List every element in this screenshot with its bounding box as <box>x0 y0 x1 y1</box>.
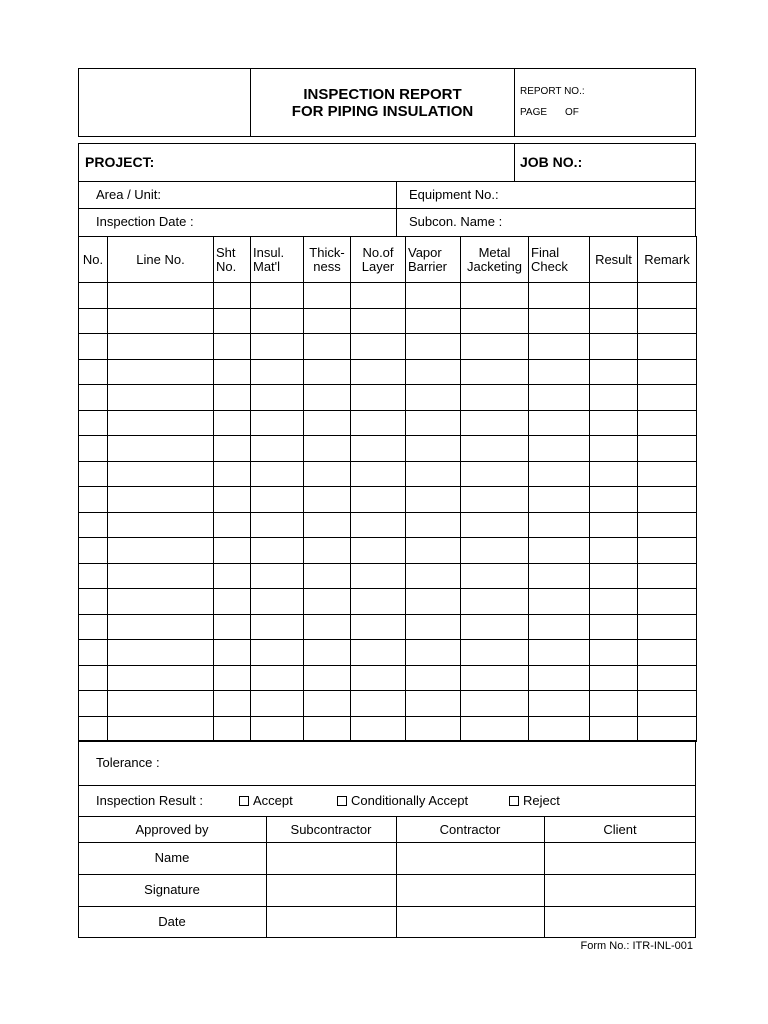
table-cell[interactable] <box>529 436 590 462</box>
table-cell[interactable] <box>406 436 461 462</box>
column-header <box>79 237 108 283</box>
table-row <box>79 461 697 487</box>
table-cell[interactable] <box>638 487 697 513</box>
table-cell[interactable] <box>529 563 590 589</box>
info-divider-2 <box>78 208 696 209</box>
column-header-line1: Thick- <box>309 244 345 260</box>
table-cell[interactable] <box>461 614 529 640</box>
table-cell[interactable] <box>638 385 697 411</box>
table-cell[interactable] <box>304 436 351 462</box>
table-cell[interactable] <box>304 614 351 640</box>
table-cell[interactable] <box>214 334 251 360</box>
table-cell[interactable] <box>461 410 529 436</box>
table-cell[interactable] <box>79 385 108 411</box>
column-header <box>406 237 461 283</box>
table-cell[interactable] <box>108 385 214 411</box>
table-cell[interactable] <box>351 461 406 487</box>
table-cell[interactable] <box>406 410 461 436</box>
contractor-header: Contractor <box>439 822 501 837</box>
table-cell[interactable] <box>251 640 304 666</box>
signature-row-label: Signature <box>144 882 200 897</box>
table-cell[interactable] <box>406 334 461 360</box>
table-cell[interactable] <box>214 436 251 462</box>
table-cell[interactable] <box>351 308 406 334</box>
table-cell[interactable] <box>529 283 590 309</box>
table-cell[interactable] <box>590 512 638 538</box>
table-cell[interactable] <box>406 614 461 640</box>
table-cell[interactable] <box>304 512 351 538</box>
inspection-table <box>78 236 697 742</box>
table-cell[interactable] <box>590 614 638 640</box>
reject-option[interactable] <box>509 794 560 808</box>
table-row <box>79 589 697 615</box>
table-cell[interactable] <box>214 359 251 385</box>
table-cell[interactable] <box>638 359 697 385</box>
report-title-line1: INSPECTION REPORT <box>303 86 462 103</box>
of-label: OF <box>565 107 579 118</box>
column-header-line2: Check <box>531 258 568 274</box>
table-cell[interactable] <box>79 461 108 487</box>
table-cell[interactable] <box>304 334 351 360</box>
table-cell[interactable] <box>79 436 108 462</box>
table-cell[interactable] <box>638 461 697 487</box>
table-cell[interactable] <box>108 691 214 717</box>
table-cell[interactable] <box>108 410 214 436</box>
table-cell[interactable] <box>214 614 251 640</box>
table-cell[interactable] <box>214 716 251 742</box>
table-cell[interactable] <box>351 385 406 411</box>
column-header-line2: ness <box>313 258 341 274</box>
table-cell[interactable] <box>304 487 351 513</box>
table-cell[interactable] <box>461 385 529 411</box>
table-cell[interactable] <box>251 538 304 564</box>
table-row <box>79 614 697 640</box>
inspection-date-label: Inspection Date : <box>96 214 194 229</box>
table-cell[interactable] <box>108 538 214 564</box>
table-cell[interactable] <box>638 691 697 717</box>
table-cell[interactable] <box>529 461 590 487</box>
table-cell[interactable] <box>108 640 214 666</box>
table-cell[interactable] <box>351 538 406 564</box>
table-cell[interactable] <box>406 283 461 309</box>
table-row <box>79 308 697 334</box>
table-cell[interactable] <box>406 512 461 538</box>
table-cell[interactable] <box>304 640 351 666</box>
project-divider <box>514 143 515 181</box>
table-cell[interactable] <box>638 563 697 589</box>
table-cell[interactable] <box>79 308 108 334</box>
table-cell[interactable] <box>529 512 590 538</box>
info-divider-1 <box>78 181 696 182</box>
table-row <box>79 487 697 513</box>
column-header <box>108 237 214 283</box>
date-row-label: Date <box>158 914 186 929</box>
page-label: PAGE <box>520 107 548 118</box>
table-cell[interactable] <box>251 385 304 411</box>
approval-divider-2 <box>78 874 696 875</box>
table-cell[interactable] <box>108 359 214 385</box>
table-cell[interactable] <box>590 640 638 666</box>
table-row <box>79 512 697 538</box>
table-cell[interactable] <box>461 512 529 538</box>
table-cell[interactable] <box>251 614 304 640</box>
table-cell[interactable] <box>214 640 251 666</box>
table-row <box>79 716 697 742</box>
table-cell[interactable] <box>214 385 251 411</box>
table-cell[interactable] <box>304 538 351 564</box>
table-cell[interactable] <box>79 665 108 691</box>
table-cell[interactable] <box>108 436 214 462</box>
column-header <box>304 237 351 283</box>
table-cell[interactable] <box>79 538 108 564</box>
table-cell[interactable] <box>79 487 108 513</box>
table-cell[interactable] <box>590 385 638 411</box>
table-cell[interactable] <box>351 283 406 309</box>
table-cell[interactable] <box>251 283 304 309</box>
table-cell[interactable] <box>108 461 214 487</box>
table-cell[interactable] <box>461 334 529 360</box>
column-header-line1: Line No. <box>136 251 185 267</box>
table-cell[interactable] <box>79 716 108 742</box>
table-cell[interactable] <box>214 512 251 538</box>
table-cell[interactable] <box>461 716 529 742</box>
table-cell[interactable] <box>638 665 697 691</box>
table-cell[interactable] <box>590 436 638 462</box>
table-cell[interactable] <box>251 691 304 717</box>
table-row <box>79 563 697 589</box>
tolerance-divider <box>78 785 696 786</box>
conditionally-accept-label: Conditionally Accept <box>351 793 469 808</box>
table-cell[interactable] <box>590 461 638 487</box>
table-cell[interactable] <box>638 716 697 742</box>
column-header-line2: No. <box>216 258 237 274</box>
table-cell[interactable] <box>251 410 304 436</box>
table-cell[interactable] <box>251 359 304 385</box>
table-cell[interactable] <box>406 538 461 564</box>
table-cell[interactable] <box>108 487 214 513</box>
table-cell[interactable] <box>214 563 251 589</box>
table-cell[interactable] <box>590 359 638 385</box>
table-cell[interactable] <box>108 614 214 640</box>
table-cell[interactable] <box>304 563 351 589</box>
table-cell[interactable] <box>79 283 108 309</box>
table-cell[interactable] <box>461 461 529 487</box>
table-cell[interactable] <box>461 589 529 615</box>
table-cell[interactable] <box>590 410 638 436</box>
table-cell[interactable] <box>461 640 529 666</box>
table-cell[interactable] <box>638 436 697 462</box>
table-cell[interactable] <box>79 334 108 360</box>
table-cell[interactable] <box>251 461 304 487</box>
approval-divider-1 <box>78 842 696 843</box>
column-header-line1: No.of <box>362 244 394 260</box>
table-cell[interactable] <box>529 538 590 564</box>
table-cell[interactable] <box>108 283 214 309</box>
table-cell[interactable] <box>79 614 108 640</box>
reject-label: Reject <box>523 793 560 808</box>
report-title-line2: FOR PIPING INSULATION <box>291 103 474 120</box>
table-cell[interactable] <box>461 436 529 462</box>
accept-option[interactable] <box>239 794 293 808</box>
table-cell[interactable] <box>79 359 108 385</box>
table-cell[interactable] <box>251 716 304 742</box>
table-cell[interactable] <box>304 410 351 436</box>
table-cell[interactable] <box>406 589 461 615</box>
reject-checkbox[interactable] <box>509 796 519 806</box>
name-row-label: Name <box>154 850 190 865</box>
table-cell[interactable] <box>638 283 697 309</box>
report-no-label: REPORT NO.: <box>520 86 585 97</box>
table-cell[interactable] <box>108 563 214 589</box>
column-header <box>590 237 638 283</box>
table-cell[interactable] <box>351 512 406 538</box>
column-header-line1: No. <box>82 251 104 267</box>
table-cell[interactable] <box>108 334 214 360</box>
column-header-line1: Sht <box>216 244 236 260</box>
table-cell[interactable] <box>79 691 108 717</box>
table-cell[interactable] <box>590 716 638 742</box>
table-cell[interactable] <box>251 436 304 462</box>
table-cell[interactable] <box>304 283 351 309</box>
equipment-no-label: Equipment No.: <box>409 187 499 202</box>
conditionally-accept-checkbox[interactable] <box>337 796 347 806</box>
table-cell[interactable] <box>351 589 406 615</box>
table-body <box>79 283 697 742</box>
table-row <box>79 640 697 666</box>
table-cell[interactable] <box>590 665 638 691</box>
table-cell[interactable] <box>214 691 251 717</box>
area-unit-label: Area / Unit: <box>96 187 162 202</box>
table-cell[interactable] <box>406 308 461 334</box>
table-cell[interactable] <box>638 614 697 640</box>
table-cell[interactable] <box>406 665 461 691</box>
table-cell[interactable] <box>108 716 214 742</box>
table-cell[interactable] <box>590 538 638 564</box>
table-cell[interactable] <box>79 410 108 436</box>
table-cell[interactable] <box>351 487 406 513</box>
table-row <box>79 283 697 309</box>
table-cell[interactable] <box>214 589 251 615</box>
table-cell[interactable] <box>406 563 461 589</box>
table-cell[interactable] <box>351 334 406 360</box>
column-header <box>529 237 590 283</box>
column-header-line1: Result <box>595 251 632 267</box>
column-header-line2: Barrier <box>408 258 448 274</box>
table-cell[interactable] <box>529 385 590 411</box>
table-cell[interactable] <box>351 691 406 717</box>
table-cell[interactable] <box>351 716 406 742</box>
table-cell[interactable] <box>406 716 461 742</box>
table-cell[interactable] <box>638 334 697 360</box>
header-divider-right <box>514 68 515 137</box>
table-cell[interactable] <box>251 334 304 360</box>
table-row <box>79 410 697 436</box>
table-cell[interactable] <box>638 512 697 538</box>
table-cell[interactable] <box>351 359 406 385</box>
approved-by-header: Approved by <box>135 822 209 837</box>
client-header: Client <box>603 822 637 837</box>
table-cell[interactable] <box>214 283 251 309</box>
table-cell[interactable] <box>406 487 461 513</box>
table-cell[interactable] <box>214 308 251 334</box>
column-header <box>351 237 406 283</box>
table-cell[interactable] <box>214 538 251 564</box>
table-cell[interactable] <box>461 563 529 589</box>
table-cell[interactable] <box>529 308 590 334</box>
table-cell[interactable] <box>461 283 529 309</box>
table-cell[interactable] <box>351 614 406 640</box>
table-cell[interactable] <box>529 614 590 640</box>
table-cell[interactable] <box>638 640 697 666</box>
table-cell[interactable] <box>638 410 697 436</box>
job-no-label: JOB NO.: <box>520 154 583 170</box>
table-cell[interactable] <box>108 589 214 615</box>
column-header-line1: Metal <box>478 244 511 260</box>
table-cell[interactable] <box>590 563 638 589</box>
table-cell[interactable] <box>79 640 108 666</box>
table-cell[interactable] <box>461 665 529 691</box>
table-cell[interactable] <box>638 538 697 564</box>
subcontractor-header: Subcontractor <box>290 822 372 837</box>
table-cell[interactable] <box>108 308 214 334</box>
table-row <box>79 385 697 411</box>
table-cell[interactable] <box>529 487 590 513</box>
table-cell[interactable] <box>214 461 251 487</box>
inspection-result-label: Inspection Result : <box>96 793 203 808</box>
table-cell[interactable] <box>79 589 108 615</box>
table-cell[interactable] <box>304 716 351 742</box>
table-cell[interactable] <box>79 512 108 538</box>
table-cell[interactable] <box>251 665 304 691</box>
table-cell[interactable] <box>351 410 406 436</box>
table-header-row <box>79 237 697 283</box>
table-row <box>79 538 697 564</box>
column-header-line1: Insul. <box>253 244 285 260</box>
column-header-line2: Mat'l <box>253 258 281 274</box>
table-cell[interactable] <box>529 716 590 742</box>
table-cell[interactable] <box>304 359 351 385</box>
table-cell[interactable] <box>529 410 590 436</box>
column-header-line2: Jacketing <box>467 258 522 274</box>
table-cell[interactable] <box>214 410 251 436</box>
table-cell[interactable] <box>590 308 638 334</box>
table-cell[interactable] <box>638 589 697 615</box>
table-cell[interactable] <box>529 334 590 360</box>
table-cell[interactable] <box>79 563 108 589</box>
table-cell[interactable] <box>251 308 304 334</box>
table-cell[interactable] <box>304 691 351 717</box>
table-cell[interactable] <box>461 691 529 717</box>
table-cell[interactable] <box>406 461 461 487</box>
form-number: Form No.: ITR-INL-001 <box>580 940 693 952</box>
table-cell[interactable] <box>214 487 251 513</box>
table-cell[interactable] <box>590 589 638 615</box>
table-cell[interactable] <box>304 385 351 411</box>
column-header-line1: Final <box>531 244 560 260</box>
subcon-name-label: Subcon. Name : <box>409 214 503 229</box>
table-cell[interactable] <box>351 665 406 691</box>
area-divider <box>396 181 397 236</box>
table-row <box>79 665 697 691</box>
table-cell[interactable] <box>251 487 304 513</box>
table-cell[interactable] <box>461 538 529 564</box>
table-cell[interactable] <box>529 665 590 691</box>
table-cell[interactable] <box>406 691 461 717</box>
table-cell[interactable] <box>638 308 697 334</box>
table-cell[interactable] <box>251 563 304 589</box>
project-label: PROJECT: <box>85 154 155 170</box>
column-header <box>251 237 304 283</box>
table-cell[interactable] <box>351 563 406 589</box>
table-cell[interactable] <box>529 691 590 717</box>
table-cell[interactable] <box>461 487 529 513</box>
table-cell[interactable] <box>108 512 214 538</box>
table-cell[interactable] <box>304 665 351 691</box>
table-cell[interactable] <box>251 512 304 538</box>
accept-label: Accept <box>253 793 293 808</box>
table-cell[interactable] <box>461 308 529 334</box>
column-header-line2: Layer <box>361 258 395 274</box>
table-cell[interactable] <box>108 665 214 691</box>
column-header <box>214 237 251 283</box>
table-cell[interactable] <box>590 691 638 717</box>
column-header <box>638 237 697 283</box>
column-header-line1: Remark <box>644 251 690 267</box>
table-cell[interactable] <box>304 589 351 615</box>
table-cell[interactable] <box>251 589 304 615</box>
table-row <box>79 359 697 385</box>
table-cell[interactable] <box>590 283 638 309</box>
table-row <box>79 691 697 717</box>
table-cell[interactable] <box>590 334 638 360</box>
table-cell[interactable] <box>351 640 406 666</box>
table-cell[interactable] <box>351 436 406 462</box>
table-cell[interactable] <box>529 589 590 615</box>
approval-divider-3 <box>78 906 696 907</box>
table-cell[interactable] <box>304 461 351 487</box>
table-cell[interactable] <box>406 359 461 385</box>
table-cell[interactable] <box>406 640 461 666</box>
table-row <box>79 436 697 462</box>
conditionally-accept-option[interactable] <box>337 794 468 808</box>
table-cell[interactable] <box>461 359 529 385</box>
table-cell[interactable] <box>406 385 461 411</box>
table-row <box>79 334 697 360</box>
table-cell[interactable] <box>529 359 590 385</box>
column-header-line1: Vapor <box>408 244 442 260</box>
table-cell[interactable] <box>304 308 351 334</box>
table-cell[interactable] <box>529 640 590 666</box>
table-cell[interactable] <box>590 487 638 513</box>
accept-checkbox[interactable] <box>239 796 249 806</box>
table-cell[interactable] <box>214 665 251 691</box>
tolerance-label: Tolerance : <box>96 755 160 770</box>
column-header <box>461 237 529 283</box>
